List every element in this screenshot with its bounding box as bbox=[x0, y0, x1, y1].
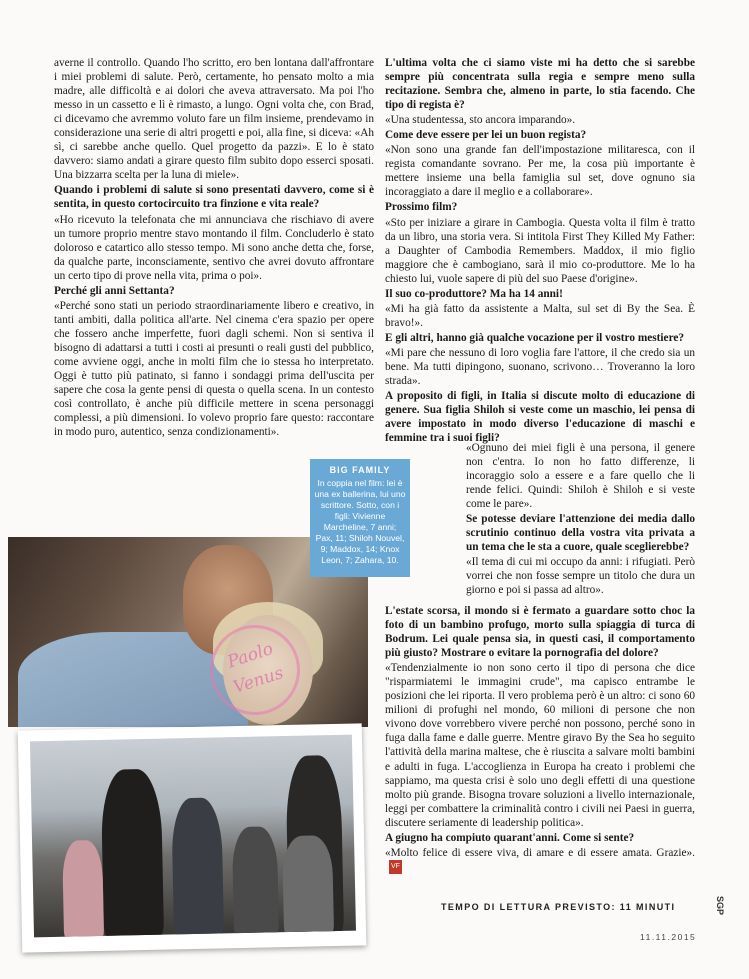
interview-answer: «Ho ricevuto la telefonata che mi annunciava che rischiavo di avere un tumore proprio mentre stavo montando il film. Concluderlo è stato doloroso e catartico allo stesso tempo. Mi sono anche detta che, forse, da qualche parte, inconsciamente, sentivo che avrei dovuto affrontare un certo tipo di prove nella vita, prima o poi». bbox=[54, 213, 374, 282]
end-mark: VF bbox=[389, 860, 402, 874]
interview-answer: «Molto felice di essere viva, di amare e di essere amata. Grazie».VF bbox=[385, 846, 695, 874]
photo-figure-child-1 bbox=[171, 797, 224, 937]
interview-question: Prossimo film? bbox=[385, 201, 458, 214]
caption-text: In coppia nel film: lei è una ex ballerina, lui uno scrittore. Sotto, con i figli: Vivienne Marcheline, 7 anni; Pax, 11; Shiloh Nouvel, 9; Maddox, 14; Knox Leon, 7; Zahara, 10. bbox=[314, 478, 406, 565]
caption-box bbox=[310, 459, 410, 577]
interview-question: Come deve essere per lei un buon regista? bbox=[385, 129, 587, 142]
watermark-text: Paolo Venus bbox=[225, 639, 286, 698]
interview-answer: «Tendenzialmente io non sono certo il tipo di persona che dice "risparmiatemi le immagini crude", ma capisco entrambe le posizioni che lei riporta. Il vero problema però è un altro: ci sono 60 milioni di profughi nel mondo, 60 milioni di persone che non vivono dove vorrebbero vivere perché non possono, perché sono in fuga dalla fame e dalle guerre. Mentre giravo By the Sea ho seguito l'attività della marina maltese, che è riuscita a salvare molti bambini e adulti in fuga. L'accoglienza in Europa ha creato i problemi che sappiamo, ma questa crisi è solo uno degli effetti di una questione molto più grande. Bisogna trovare soluzioni a livello internazionale, leggi per combattere la criminalità contro i civili nei Paesi in guerra, discutere seriamente di leadership politica». bbox=[385, 662, 695, 829]
article-column-right-inset bbox=[466, 441, 695, 599]
article-column-left bbox=[54, 56, 374, 440]
family-photo bbox=[30, 735, 356, 938]
interview-answer: «Il tema di cui mi occupo da anni: i rifugiati. Però vorrei che non fosse sempre un titolo che dura un giorno e poi si passa ad altro». bbox=[466, 556, 695, 597]
issue-date: 11.11.2015 bbox=[640, 932, 697, 942]
caption-title: BIG FAMILY bbox=[329, 465, 391, 475]
interview-answer: «Una studentessa, sto ancora imparando». bbox=[385, 114, 576, 127]
interview-answer: «Mi ha già fatto da assistente a Malta, sul set di By the Sea. È bravo!». bbox=[385, 302, 695, 329]
interview-question: Se potesse deviare l'attenzione dei media dallo scrutinio continuo della vostra vita privata a un tema che le sta a cuore, quale sceglierebbe? bbox=[466, 513, 695, 554]
interview-question: Il suo co-produttore? Ma ha 14 anni! bbox=[385, 287, 563, 300]
interview-question: L'ultima volta che ci siamo viste mi ha detto che si sarebbe sempre più concentrata sulla regia e sempre meno sulla recitazione. Sembra che, almeno in parte, lo stia facendo. Che tipo di regista è? bbox=[385, 57, 695, 112]
interview-answer: «Sto per iniziare a girare in Cambogia. Questa volta il film è tratto da un libro, una storia vera. Si intitola First They Killed My Father: a Daughter of Cambodia Remembers. Maddox, il mio figlio maggiore che è cambogiano, sarà il mio co-produttore. Me lo ha chiesto lui, vuole sapere di più del suo Paese d'origine». bbox=[385, 216, 695, 285]
photo-figure-child-4 bbox=[282, 835, 334, 936]
photo-figure-child-3 bbox=[62, 840, 104, 937]
interview-question: E gli altri, hanno già qualche vocazione per il vostro mestiere? bbox=[385, 331, 685, 344]
photo-figure-child-2 bbox=[232, 826, 279, 937]
interview-answer: «Non sono una grande fan dell'impostazione militaresca, con il regista comandante sovrano. Per me, la cosa più importante è mettere insieme una bella famiglia sul set, dove ognuno sia incoraggiato a dare il meglio e a collaborare». bbox=[385, 144, 695, 199]
interview-answer: averne il controllo. Quando l'ho scritto, ero ben lontana dall'affrontare i miei problemi di salute. Però, certamente, ho pensato molto a mia madre, alle difficoltà e ai dolori che aveva attraversato. Ma poi l'ho messo in un cassetto e lì è rimasto, a lungo. Ogni volta che, con Brad, ci dicevamo che avremmo voluto fare un film insieme, prendevamo in considerazione una serie di altri progetti e poi, alla fine, si diceva: «Ah sì, ci sarebbe anche quello. Quel progetto da pazzi». E lo è stato davvero: siamo andati a girare questo film subito dopo esserci sposati. Una bizzarra scelta per la luna di miele». bbox=[54, 57, 374, 182]
interview-question: A proposito di figli, in Italia si discute molto di educazione di genere. Sua figlia Shiloh si veste come un maschio, lei pensa di avere impostato in modo diverso l'educazione di maschi e femmine tra i suoi figli? bbox=[385, 390, 695, 445]
interview-answer: «Perché sono stati un periodo straordinariamente libero e creativo, in tanti ambiti, dalla politica all'arte. Nel cinema c'era spazio per opere che fossero anche imperfette, fuori dagli schemi. Non si sentiva il bisogno di adattarsi a tutti i costi ai presunti o reali gusti del pubblico, come avviene oggi, anche in molti film che io stessa ho interpretato. Oggi è tutto più patinato, si fanno i sondaggi prima dell'uscita per sapere che cosa la gente pensi di questa o quella scena. In un contesto così controllato, è anche più difficile mettere in scena personaggi complessi, a più dimensioni. Io volevo proprio fare questo: raccontare in modo puro, autentico, senza condizionamenti». bbox=[54, 299, 374, 439]
interview-question: Quando i problemi di salute si sono presentati davvero, come si è sentita, in questo cortocircuito tra finzione e vita reale? bbox=[54, 184, 374, 211]
family-photo-polaroid bbox=[18, 723, 367, 952]
brand-mark: SGP bbox=[715, 896, 725, 916]
reading-time-footer: TEMPO DI LETTURA PREVISTO: 11 MINUTI bbox=[441, 902, 676, 912]
interview-answer: «Mi pare che nessuno di loro voglia fare l'attore, il che credo sia un bene. Ma tutti dipingono, suonano, scrivono… Troveranno la loro strada». bbox=[385, 346, 695, 388]
interview-answer: «Ognuno dei miei figli è una persona, il genere non c'entra. Io non ho fatto differenze, li incoraggio solo a essere e a fare quello che li rende felici. Quindi: Shiloh è Shiloh e si veste come le pare». bbox=[466, 442, 695, 511]
interview-question: L'estate scorsa, il mondo si è fermato a guardare sotto choc la foto di un bambino profugo, morto sulla spiaggia di turca di Bodrum. Lei quale pensa sia, in questi casi, il comportamento più giusto? Mostrare o evitare la pornografia del dolore? bbox=[385, 605, 695, 660]
interview-question: A giugno ha compiuto quarant'anni. Come si sente? bbox=[385, 831, 635, 844]
article-column-right-bottom bbox=[385, 604, 695, 875]
article-column-right bbox=[385, 56, 695, 446]
photo-figure-mother bbox=[101, 769, 165, 938]
interview-question: Perché gli anni Settanta? bbox=[54, 284, 175, 297]
